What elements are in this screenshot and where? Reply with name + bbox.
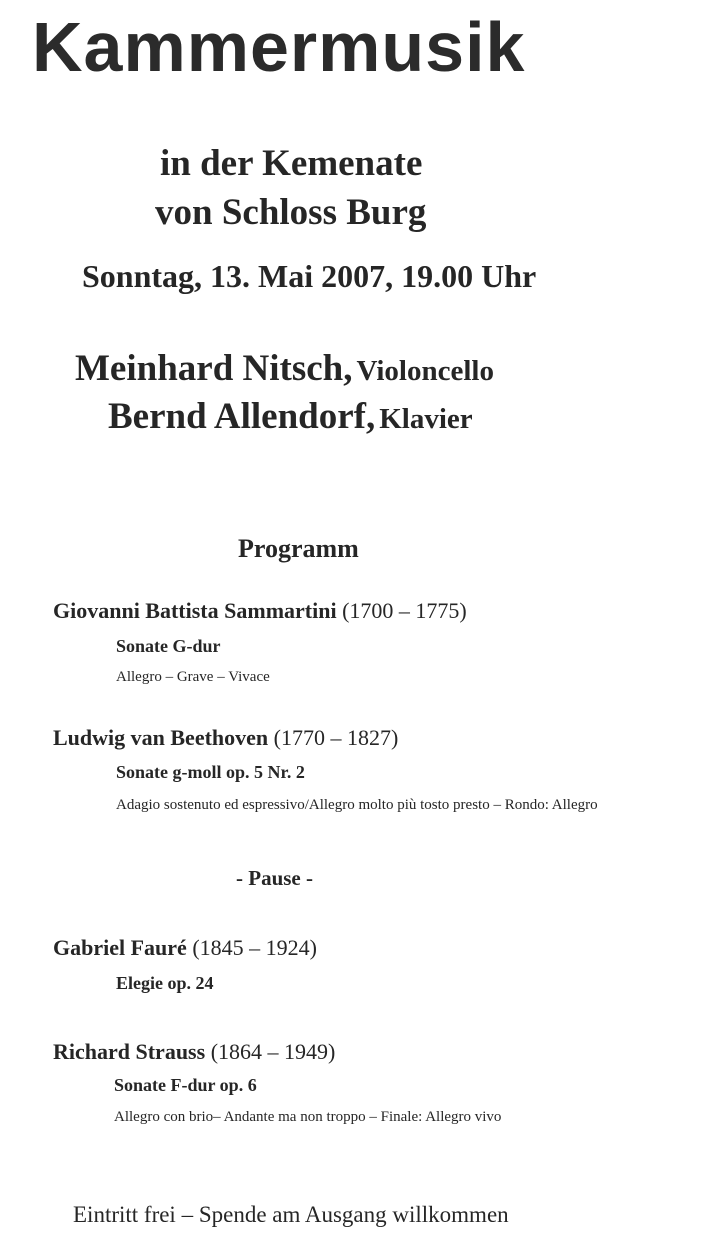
performer-name: Bernd Allendorf, <box>108 396 376 437</box>
program-work: Sonate g-moll op. 5 Nr. 2 <box>116 762 305 782</box>
program-movements: Allegro con brio– Andante ma non troppo – Finale: Allegro vivo <box>114 1109 502 1125</box>
composer-name: Giovanni Battista Sammartini <box>53 598 337 623</box>
composer-name: Ludwig van Beethoven <box>53 725 269 750</box>
program-movements: Allegro – Grave – Vivace <box>116 669 270 685</box>
program-movements: Adagio sostenuto ed espressivo/Allegro molto più tosto presto – Rondo: Allegro <box>116 797 598 813</box>
performer-instrument: Violoncello <box>356 355 494 387</box>
event-date-time: Sonntag, 13. Mai 2007, 19.00 Uhr <box>82 258 537 294</box>
program-composer <box>53 934 317 962</box>
program-work: Sonate G-dur <box>116 636 221 656</box>
performer-2 <box>108 396 473 445</box>
program-work: Elegie op. 24 <box>116 973 214 993</box>
composer-years: (1700 – 1775) <box>342 598 467 623</box>
composer-name: Gabriel Fauré <box>53 935 187 960</box>
composer-years: (1864 – 1949) <box>210 1039 336 1064</box>
composer-years: (1845 – 1924) <box>192 935 317 960</box>
venue-line-1: in der Kemenate <box>160 143 423 184</box>
performer-name: Meinhard Nitsch, <box>75 348 353 389</box>
program-work: Sonate F-dur op. 6 <box>114 1075 257 1095</box>
venue-line-2: von Schloss Burg <box>155 192 427 233</box>
program-composer <box>53 597 467 625</box>
composer-name: Richard Strauss <box>53 1039 206 1064</box>
performer-instrument: Klavier <box>379 403 473 435</box>
program-heading: Programm <box>238 534 359 563</box>
intermission-label: - Pause - <box>236 866 313 890</box>
performer-1 <box>75 348 494 397</box>
composer-years: (1770 – 1827) <box>273 725 399 750</box>
admission-note: Eintritt frei – Spende am Ausgang willkommen <box>73 1202 509 1227</box>
program-composer <box>53 1038 335 1066</box>
program-composer <box>53 724 398 752</box>
flyer-title: Kammermusik <box>32 8 526 86</box>
